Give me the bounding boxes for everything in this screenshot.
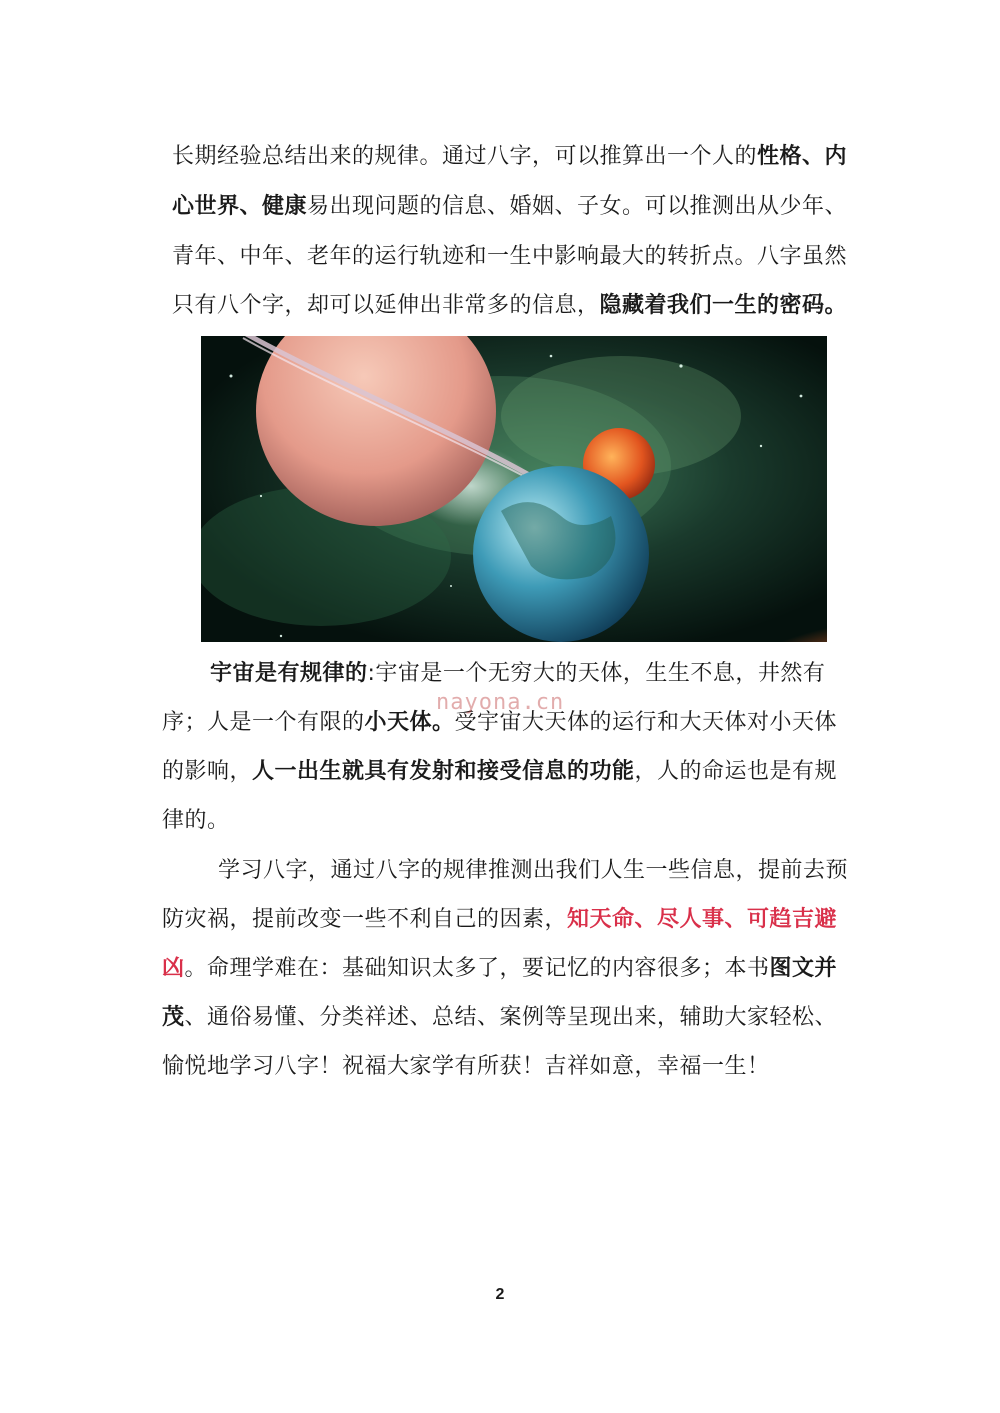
paragraph-3-line-3	[162, 954, 837, 984]
paragraph-2-line-4: 律的。	[162, 808, 230, 833]
text-run: 。命理学难在：基础知识太多了，要记忆的内容很多；本书	[184, 956, 770, 981]
bold-text-run: 隐藏着我们一生的密码。	[599, 293, 848, 318]
cosmic-planets-illustration	[201, 336, 827, 642]
paragraph-1-line-2	[172, 192, 847, 222]
text-run: 防灾祸，提前改变一些不利自己的因素，	[162, 907, 568, 932]
bold-text-run: 图文并	[769, 956, 838, 981]
text-run: 易出现问题的信息、婚姻、子女。可以推测出从少年、	[307, 194, 848, 219]
bold-text-run: 宇宙是有规律的	[210, 661, 368, 686]
bold-text-run: 茂	[162, 1005, 185, 1030]
text-run: ，人的命运也是有规	[634, 759, 838, 784]
paragraph-1-line-1	[172, 142, 847, 172]
text-run: 、通俗易懂、分类祥述、总结、案例等呈现出来，辅助大家轻松、	[184, 1005, 838, 1030]
text-run: 受宇宙大天体的运行和大天体对小天体	[454, 710, 838, 735]
bold-text-run: 心世界、健康	[172, 194, 308, 219]
text-run: 只有八个字，却可以延伸出非常多的信息，	[172, 293, 600, 318]
text-run: 序；人是一个有限的	[162, 710, 365, 735]
paragraph-2-line-1	[210, 659, 825, 689]
paragraph-1-line-3: 青年、中年、老年的运行轨迹和一生中影响最大的转折点。八字虽然	[172, 244, 848, 269]
paragraph-1-line-4	[172, 291, 847, 321]
red-highlight-text: 知天命、尽人事、可趋吉避	[567, 907, 838, 932]
bold-text-run: 小天体。	[364, 710, 455, 735]
paragraph-3-line-4	[162, 1003, 837, 1033]
text-run: 的影响，	[162, 759, 253, 784]
paragraph-3-line-2	[162, 905, 837, 935]
bold-text-run: 性格、内	[757, 144, 848, 169]
bold-text-run: 人一出生就具有发射和接受信息的功能	[252, 759, 635, 784]
site-watermark: nayona.cn	[436, 690, 565, 715]
page-number: 2	[495, 1286, 505, 1303]
space-scene-graphic	[201, 336, 827, 642]
paragraph-3-line-5: 愉悦地学习八字！祝福大家学有所获！吉祥如意，幸福一生！	[162, 1054, 770, 1079]
red-highlight-text: 凶	[162, 956, 185, 981]
text-run: 长期经验总结出来的规律。通过八字，可以推算出一个人的	[172, 144, 758, 169]
text-run: :宇宙是一个无穷大的天体，生生不息，井然有	[367, 661, 826, 686]
paragraph-3-line-1: 学习八字，通过八字的规律推测出我们人生一些信息，提前去预	[218, 858, 849, 883]
paragraph-2-line-3	[162, 757, 837, 787]
